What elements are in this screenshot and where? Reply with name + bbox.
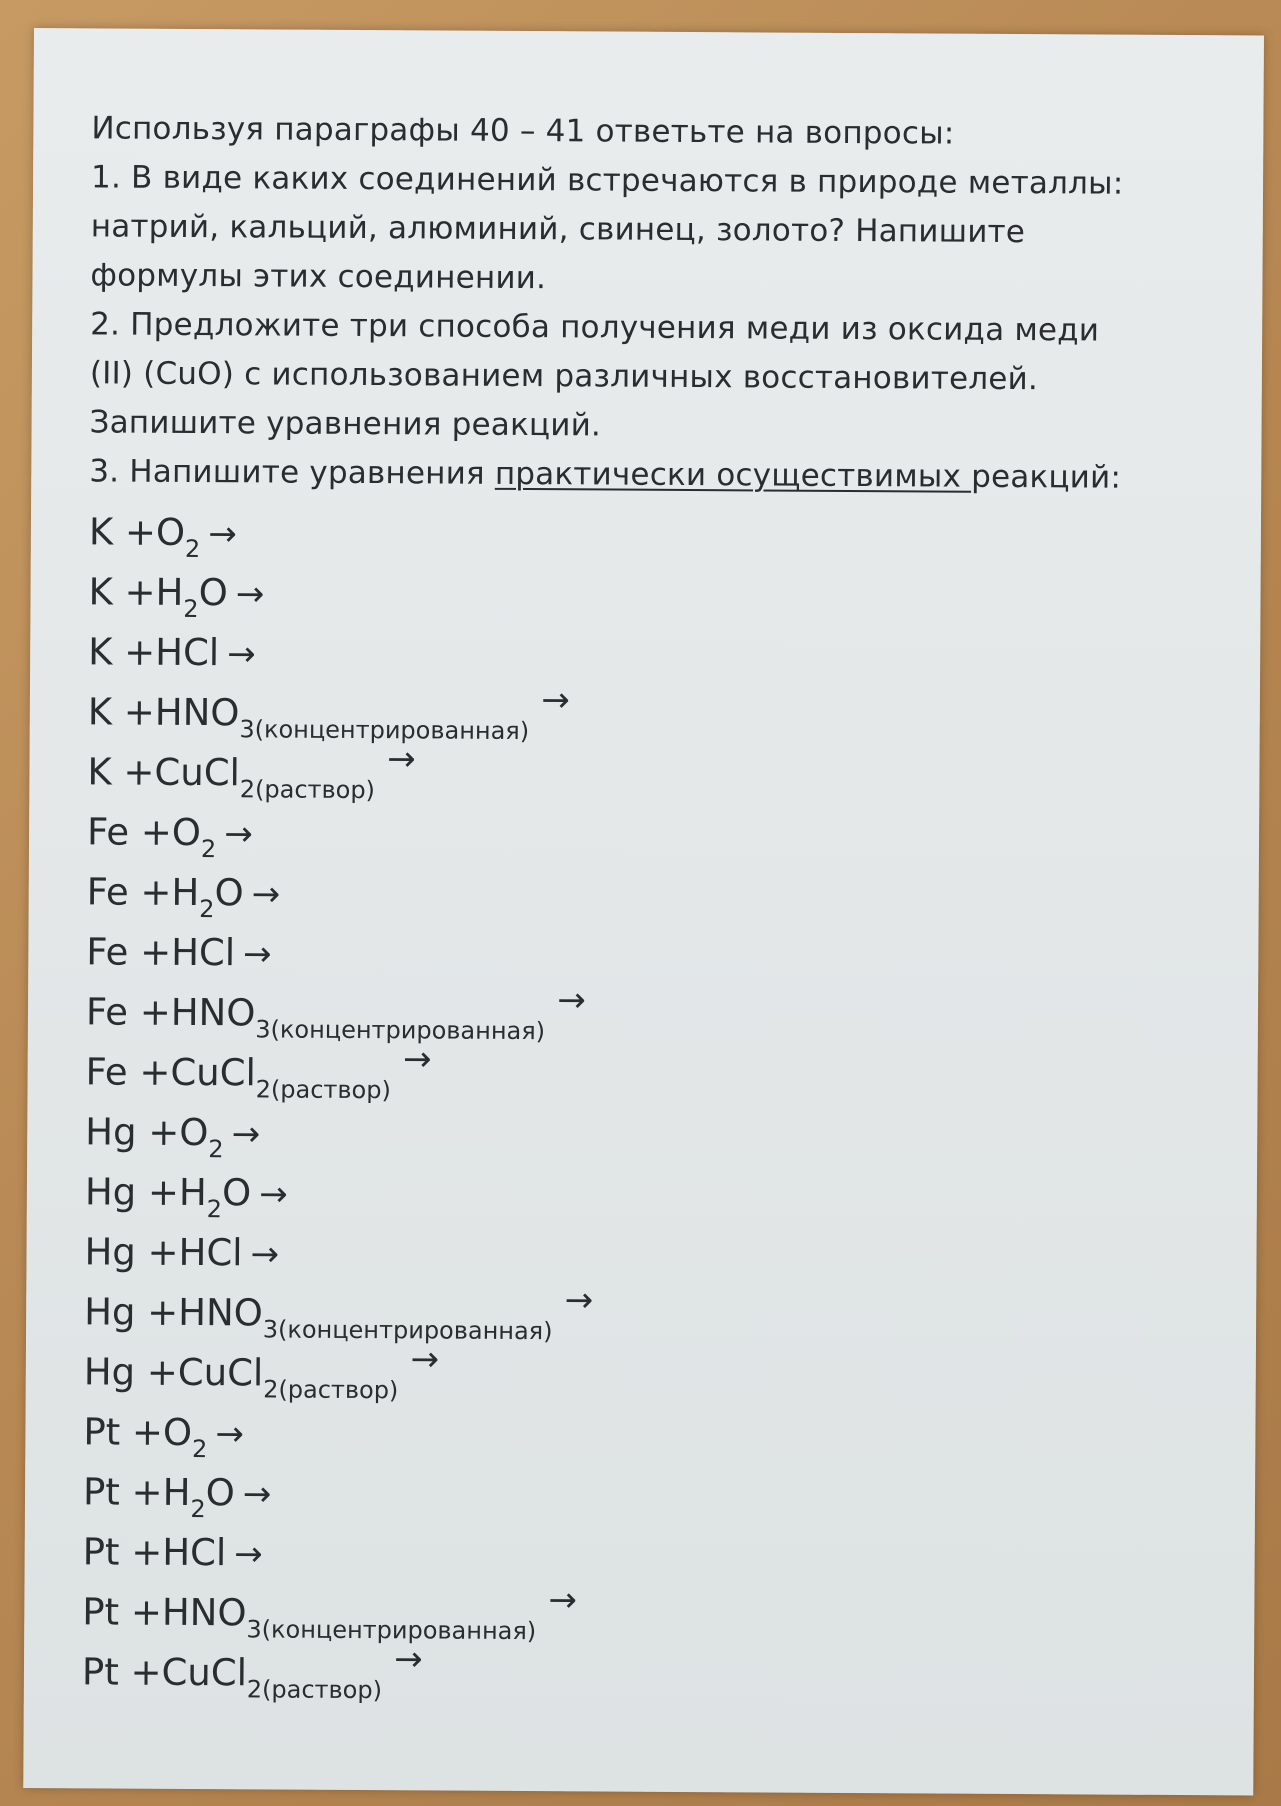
reaction-equation xyxy=(88,682,1238,749)
reaction-arrow-icon: → xyxy=(215,1414,245,1455)
question-2-line: 2. Предложите три способа получения меди из оксида меди xyxy=(90,306,1100,349)
reaction-arrow-icon: → xyxy=(227,634,256,675)
reaction-subscript: 2 xyxy=(184,534,201,564)
reaction-equation xyxy=(86,922,1236,989)
reaction-reagents: Pt +HNO xyxy=(82,1590,247,1635)
reaction-arrow-icon: → xyxy=(387,739,416,780)
reaction-arrow-icon: → xyxy=(234,1534,263,1575)
reaction-reagents: Fe +HNO xyxy=(85,990,256,1035)
reaction-subscript: 2 xyxy=(190,1494,206,1524)
reaction-arrow-icon: → xyxy=(251,874,281,915)
reaction-arrow-icon: → xyxy=(402,1039,432,1080)
reaction-reagents: Hg +HNO xyxy=(84,1290,263,1335)
reaction-reagents: Hg +O xyxy=(85,1110,209,1155)
reaction-arrow-icon: → xyxy=(541,680,570,721)
reaction-reagents-rest: O xyxy=(221,1171,252,1215)
question-3-text-end: реакций: xyxy=(971,458,1122,496)
reaction-subscript: 2 xyxy=(199,895,215,924)
reaction-equation xyxy=(84,1282,1234,1349)
reaction-arrow-icon: → xyxy=(224,814,253,855)
reaction-list xyxy=(82,502,1239,1709)
reaction-reagents: K +H xyxy=(88,570,184,614)
reaction-equation xyxy=(85,1162,1235,1229)
reaction-arrow-icon: → xyxy=(235,574,265,615)
reaction-subscript: 2(раствор) xyxy=(239,775,376,805)
reaction-equation xyxy=(83,1462,1233,1529)
reaction-arrow-icon: → xyxy=(242,1474,272,1515)
reaction-equation xyxy=(86,982,1236,1049)
worksheet-paper xyxy=(23,28,1264,1795)
reaction-reagents-rest: O xyxy=(214,871,244,915)
question-3-text: 3. Напишите уравнения xyxy=(89,453,496,492)
question-2-line: (II) (CuO) с использованием различных восстановителей. xyxy=(89,355,1039,398)
reaction-subscript: 2(раствор) xyxy=(246,1675,383,1705)
reaction-reagents: K +HCl xyxy=(88,630,220,675)
reaction-equation xyxy=(84,1222,1234,1289)
reaction-equation xyxy=(83,1402,1233,1469)
underlined-phrase: практически осуществимых xyxy=(494,455,972,495)
reaction-equation xyxy=(83,1522,1233,1589)
reaction-subscript: 3(концентрированная) xyxy=(246,1615,537,1646)
reaction-reagents: Pt +H xyxy=(82,1470,191,1514)
reaction-equation xyxy=(85,1039,1235,1109)
reaction-subscript: 2 xyxy=(191,1434,208,1464)
question-1-line: натрий, кальций, алюминий, свинец, золото? Напишите xyxy=(90,208,1026,251)
reaction-equation xyxy=(88,622,1238,689)
reaction-reagents: Pt +CuCl xyxy=(81,1650,248,1695)
reaction-equation xyxy=(81,1639,1232,1709)
reaction-subscript: 2 xyxy=(208,1135,224,1164)
reaction-reagents: Pt +O xyxy=(83,1410,193,1454)
reaction-reagents: K +CuCl xyxy=(87,750,241,795)
reaction-reagents: Fe +HCl xyxy=(86,930,236,975)
reaction-reagents: Hg +HCl xyxy=(84,1230,243,1275)
question-1-line: формулы этих соединении. xyxy=(90,257,547,297)
reaction-subscript: 3(концентрированная) xyxy=(255,1015,546,1046)
reaction-reagents: Fe +O xyxy=(86,810,202,855)
reaction-reagents: K +O xyxy=(88,510,186,554)
reaction-arrow-icon: → xyxy=(564,1280,594,1321)
reaction-reagents: Pt +HCl xyxy=(82,1530,227,1575)
reaction-equation xyxy=(89,502,1239,569)
reaction-equation xyxy=(82,1582,1232,1649)
reaction-arrow-icon: → xyxy=(250,1234,280,1275)
reaction-reagents-rest: O xyxy=(205,1471,235,1515)
reaction-subscript: 2 xyxy=(206,1195,223,1224)
reaction-reagents: Fe +CuCl xyxy=(85,1050,256,1095)
reaction-arrow-icon: → xyxy=(394,1639,423,1680)
reaction-subscript: 2(раствор) xyxy=(263,1375,399,1405)
reaction-equation xyxy=(87,802,1237,869)
question-1-line: 1. В виде каких соединений встречаются в природе металлы: xyxy=(90,159,1124,202)
reaction-subscript: 3(концентрированная) xyxy=(262,1315,553,1346)
reaction-subscript: 2 xyxy=(183,594,199,624)
reaction-arrow-icon: → xyxy=(231,1114,261,1155)
reaction-equation xyxy=(85,1102,1235,1169)
reaction-reagents: Hg +CuCl xyxy=(83,1350,264,1395)
reaction-subscript: 2 xyxy=(200,835,217,864)
reaction-arrow-icon: → xyxy=(259,1174,288,1215)
reaction-arrow-icon: → xyxy=(208,514,237,555)
reaction-equation xyxy=(88,562,1238,629)
reaction-reagents: Hg +H xyxy=(84,1170,207,1215)
reaction-equation xyxy=(87,739,1237,809)
instruction-line: Используя параграфы 40 – 41 ответьте на вопросы: xyxy=(91,110,955,152)
reaction-reagents: K +HNO xyxy=(87,690,240,735)
reaction-subscript: 2(раствор) xyxy=(255,1075,391,1105)
question-3-line xyxy=(89,447,1239,503)
reaction-equation xyxy=(83,1339,1234,1409)
worksheet-content xyxy=(82,104,1242,1709)
reaction-arrow-icon: → xyxy=(242,934,272,975)
reaction-subscript: 3(концентрированная) xyxy=(239,715,530,746)
reaction-reagents-rest: O xyxy=(198,571,228,615)
reaction-reagents: Fe +H xyxy=(86,870,200,915)
reaction-arrow-icon: → xyxy=(557,980,586,1021)
reaction-arrow-icon: → xyxy=(410,1339,440,1380)
reaction-arrow-icon: → xyxy=(548,1580,578,1621)
reaction-equation xyxy=(87,862,1237,929)
question-2-line: Запишите уравнения реакций. xyxy=(89,404,602,444)
